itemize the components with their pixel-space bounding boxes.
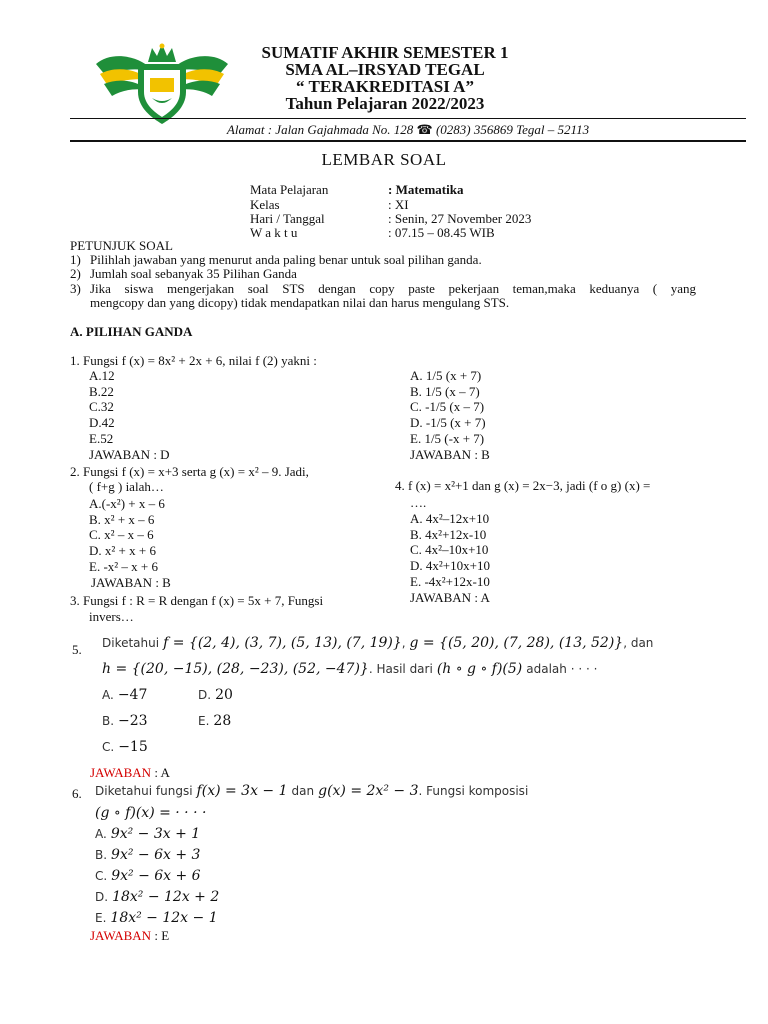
instruction-text: Jumlah soal sebanyak 35 Pilihan Ganda (90, 266, 297, 281)
question-6-option-b (95, 846, 200, 864)
question-3-stem-cont: invers… (89, 609, 134, 624)
question-3-options (410, 368, 490, 462)
option-letter: C. (102, 740, 115, 754)
option-value: 9x² − 6x + 3 (111, 847, 201, 863)
option-value: 9x² − 3x + 1 (110, 826, 201, 842)
instruction-num: 2) (70, 266, 81, 281)
option-value: −23 (118, 713, 148, 729)
question-6-option-d (95, 888, 219, 906)
stem-text: . Hasil dari (368, 662, 433, 676)
question-3-stem: 3. Fungsi f : R = R dengan f (x) = 5x + 7, Fungsi (70, 593, 324, 608)
answer-label: JAWABAN (90, 928, 152, 943)
instruction-text: Jika siswa mengerjakan soal STS dengan copy paste pekerjaan teman,maka keduanya ( yang (90, 281, 696, 296)
instruction-num: 1) (70, 252, 81, 267)
math-composition: (h ∘ g ∘ f)(5) (436, 661, 523, 677)
info-value: : XI (388, 197, 409, 212)
stem-text: adalah · · · · (526, 662, 598, 676)
question-2-stem-cont: ( f+g ) ialah… (89, 479, 164, 494)
option-value: 18x² − 12x − 1 (110, 910, 218, 926)
option: B. x² + x – 6 (89, 511, 155, 527)
option: E. 1/5 (-x + 7) (410, 430, 485, 446)
question-5-option-d (198, 686, 233, 704)
stem-text: . Fungsi komposisi (418, 784, 529, 798)
stem-text: dan (291, 784, 315, 798)
question-2-options (89, 496, 171, 590)
instruction-text: Pilihlah jawaban yang menurut anda paling benar untuk soal pilihan ganda. (90, 252, 482, 267)
math-h-set: h = {(20, −15), (28, −23), (52, −47)} (102, 661, 369, 677)
math-f-set: f = {(2, 4), (3, 7), (5, 13), (7, 19)} (163, 635, 402, 651)
question-4-stem: 4. f (x) = x²+1 dan g (x) = 2x−3, jadi (f o g) (x) = (395, 478, 651, 493)
option: C. -1/5 (x – 7) (410, 399, 485, 415)
option: D. x² + x + 6 (89, 543, 156, 559)
option: B.22 (89, 383, 114, 399)
answer: JAWABAN : B (91, 574, 171, 590)
math-composition: (g ∘ f)(x) = · · · · (95, 805, 207, 821)
option: D. 4x²+10x+10 (410, 558, 490, 574)
math-g-set: g = {(5, 20), (7, 28), (13, 52)} (409, 635, 624, 651)
option: A.(-x²) + x – 6 (89, 496, 165, 511)
question-6-option-a (95, 825, 200, 843)
question-5-option-a (102, 686, 147, 704)
header-academic-year: Tahun Pelajaran 2022/2023 (285, 94, 485, 113)
question-5-number: 5. (72, 642, 82, 657)
section-heading: A. PILIHAN GANDA (70, 324, 193, 339)
option: E. -4x²+12x-10 (410, 573, 490, 589)
question-6-option-e (95, 909, 218, 927)
stem-text: , dan (623, 636, 654, 650)
info-label: W a k t u (250, 225, 298, 240)
option: C. x² – x – 6 (89, 527, 154, 543)
instruction-num: 3) (70, 281, 81, 296)
info-value: : Matematika (388, 182, 464, 197)
header-school-name: SMA AL–IRSYAD TEGAL (285, 60, 485, 79)
question-1-stem: 1. Fungsi f (x) = 8x² + 2x + 6, nilai f (2) yakni : (70, 353, 317, 368)
option-letter: D. (95, 890, 109, 904)
option: E.52 (89, 430, 114, 446)
option-value: 18x² − 12x + 2 (112, 889, 220, 905)
option-value: 9x² − 6x + 6 (111, 868, 201, 884)
stem-text: Diketahui fungsi (95, 784, 193, 798)
question-6-option-c (95, 867, 201, 885)
info-value: : 07.15 – 08.45 WIB (388, 225, 495, 240)
header-address (70, 122, 746, 138)
question-6-answer (90, 928, 169, 943)
answer: JAWABAN : A (410, 589, 490, 605)
question-6-stem (95, 782, 528, 800)
question-5-answer (90, 765, 170, 780)
option: A.12 (89, 368, 115, 383)
option: C.32 (89, 399, 114, 415)
option-letter: A. (102, 688, 114, 702)
question-6-expression (95, 804, 206, 822)
question-1-options (89, 368, 170, 462)
option-value: −47 (117, 687, 148, 703)
math-g-def: g(x) = 2x² − 3 (318, 783, 419, 799)
question-5-option-c (102, 738, 148, 756)
option-letter: A. (95, 827, 107, 841)
option-letter: E. (95, 911, 107, 925)
info-label: Kelas (250, 197, 280, 212)
info-label: Hari / Tanggal (250, 211, 325, 226)
address-text: Alamat : Jalan Gajahmada No. 128 (226, 122, 414, 137)
phone-text: (0283) 356869 Tegal – 52113 (435, 122, 590, 137)
header-accreditation: “ TERAKREDITASI A” (296, 77, 474, 96)
option: B. 4x²+12x-10 (410, 526, 487, 542)
instruction-text-cont: mengcopy dan yang dicopy) tidak mendapatkan nilai dan harus mengulang STS. (90, 295, 510, 310)
option: A. 1/5 (x + 7) (410, 368, 482, 383)
answer-label: JAWABAN (90, 765, 152, 780)
option-value: −15 (118, 739, 148, 755)
answer-value: : E (154, 928, 170, 943)
info-label: Mata Pelajaran (250, 182, 329, 197)
phone-icon: ☎ (416, 122, 433, 137)
answer: JAWABAN : D (89, 446, 170, 462)
option: D.42 (89, 415, 115, 431)
option: A. 4x²–12x+10 (410, 511, 490, 526)
question-5-option-b (102, 712, 148, 730)
question-2-stem: 2. Fungsi f (x) = x+3 serta g (x) = x² – 9. Jadi, (70, 464, 309, 479)
document-title: LEMBAR SOAL (321, 150, 447, 169)
option-letter: D. (198, 688, 212, 702)
option-value: 28 (213, 713, 232, 729)
question-5-stem-cont (102, 660, 597, 678)
stem-text: Diketahui (102, 636, 160, 650)
option-letter: E. (198, 714, 210, 728)
question-5-stem: Diketahui f = {(2, 4), (3, 7), (5, 13), (7, 19)}, g = {(5, 20), (7, 28), (13, 52)}, dan (102, 635, 654, 651)
header-exam-title: SUMATIF AKHIR SEMESTER 1 (261, 43, 509, 62)
question-6-number: 6. (72, 786, 82, 801)
option: C. 4x²–10x+10 (410, 542, 489, 558)
question-4-stem-cont: …. (410, 495, 427, 510)
answer-value: : A (154, 765, 170, 780)
option: D. -1/5 (x + 7) (410, 415, 486, 431)
option-value: 20 (215, 687, 233, 703)
header-rule-top (70, 118, 746, 119)
option-letter: B. (102, 714, 115, 728)
option: B. 1/5 (x – 7) (410, 383, 480, 399)
math-f-def: f(x) = 3x − 1 (196, 783, 288, 799)
info-value: : Senin, 27 November 2023 (388, 211, 532, 226)
option: E. -x² – x + 6 (89, 558, 158, 574)
question-5-option-e (198, 712, 231, 730)
option-letter: C. (95, 869, 108, 883)
header-rule-bottom (70, 140, 746, 142)
option-letter: B. (95, 848, 108, 862)
answer: JAWABAN : B (410, 446, 490, 462)
question-4-options (410, 511, 490, 605)
instructions-heading: PETUNJUK SOAL (70, 238, 173, 253)
